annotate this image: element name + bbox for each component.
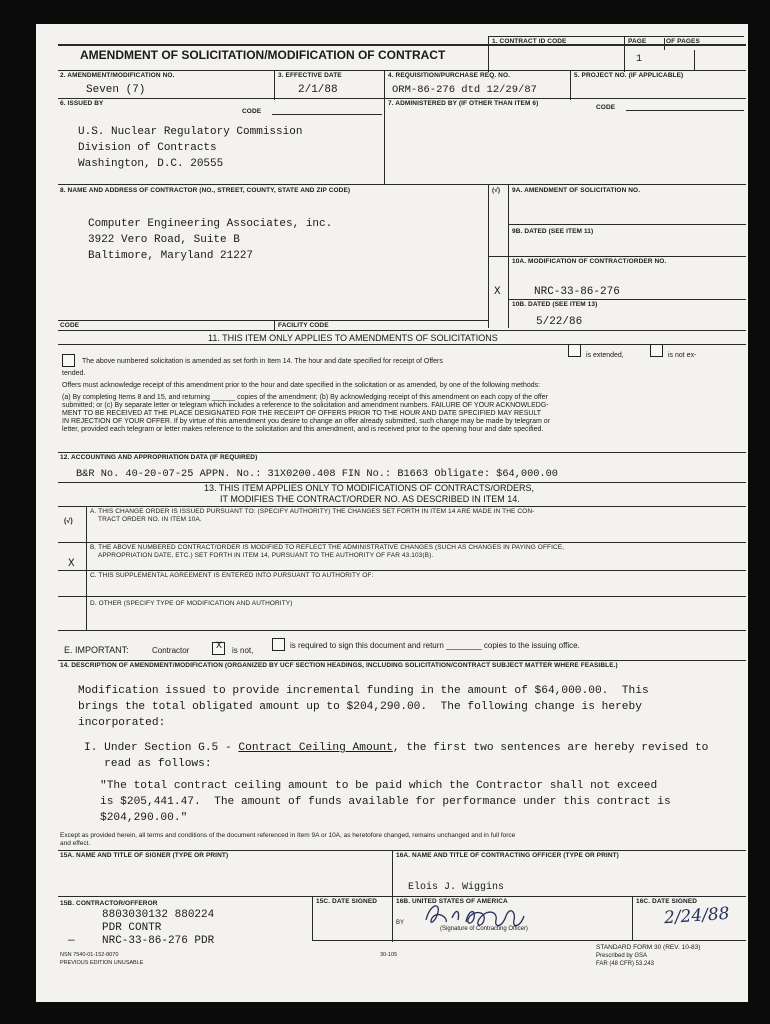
item-11-tended: tended.: [62, 370, 86, 377]
requisition-label: 4. REQUISITION/PURCHASE REQ. NO.: [388, 72, 511, 79]
is-not-label: is not,: [232, 646, 254, 655]
issuer-line-3: Washington, D.C. 20555: [78, 158, 224, 170]
item-13a-line-2: TRACT ORDER NO. IN ITEM 10A.: [98, 516, 202, 523]
signature-caption: (Signature of Contracting Officer): [440, 926, 528, 932]
item-16a-label: 16A. NAME AND TITLE OF CONTRACTING OFFICER (TYPE OR PRINT): [396, 852, 619, 859]
extended-checkbox[interactable]: [568, 344, 581, 357]
contract-number-value: NRC-33-86-276: [534, 286, 620, 298]
nsn-line-2: PREVIOUS EDITION UNUSABLE: [60, 960, 144, 966]
nsn-line-1: NSN 7540-01-152-8070: [60, 952, 119, 958]
issuer-line-2: Division of Contracts: [78, 142, 217, 154]
item-9b-label: 9B. DATED (SEE ITEM 11): [512, 228, 594, 235]
issuer-line-1: U.S. Nuclear Regulatory Commission: [78, 126, 303, 138]
std-form-line-3: FAR (48 CFR) 53.243: [596, 961, 655, 967]
important-label: E. IMPORTANT:: [64, 645, 129, 655]
item-15b-label: 15B. CONTRACTOR/OFFEROR: [60, 900, 158, 907]
amendment-no-value: Seven (7): [86, 84, 146, 96]
item-13b-check-mark: X: [68, 558, 75, 570]
stamp-line-3: NRC-33-86-276 PDR: [102, 935, 215, 947]
item-11-title: 11. THIS ITEM ONLY APPLIES TO AMENDMENTS OF SOLICITATIONS: [208, 333, 498, 343]
item-14-para-1-line-2: brings the total obligated amount up to $204,290.00. The following change is hereby: [78, 701, 642, 713]
amendment-form-page: [36, 24, 748, 1002]
item-15c-label: 15C. DATE SIGNED: [316, 898, 378, 905]
contractor-line-2: 3922 Vero Road, Suite B: [88, 234, 240, 246]
contracting-officer-name: Elois J. Wiggins: [408, 882, 505, 893]
date-signed-handwritten: 2/24/88: [663, 903, 731, 929]
accounting-data-value: B&R No. 40-20-07-25 APPN. No.: 31X0200.408 FIN No.: B1663 Obligate: $64,000.00: [76, 468, 558, 480]
item-11-para-3: MENT TO BE RECEIVED AT THE PLACE DESIGNATED FOR THE RECEIPT OF OFFERS PRIOR TO THE HOUR AND DATE SPECIFIED MAY RESULT: [62, 410, 542, 417]
except-line-2: and effect.: [60, 840, 91, 847]
contract-date-value: 5/22/86: [536, 316, 583, 328]
item-13d-label: D. OTHER (SPECIFY TYPE OF MODIFICATION AND AUTHORITY): [90, 600, 293, 607]
solicitation-amended-checkbox[interactable]: [62, 354, 75, 367]
change-prefix: I. Under Section G.5 -: [84, 742, 239, 754]
except-line-1: Except as provided herein, all terms and conditions of the document referenced in Item 9A or 10A, as heretofore changed, remains unchanged and in full force: [60, 832, 516, 839]
amendment-no-label: 2. AMENDMENT/MODIFICATION NO.: [60, 72, 175, 79]
page-number: 1: [636, 54, 643, 65]
check-column-label: (√): [492, 187, 501, 194]
item-13c-label: C. THIS SUPPLEMENTAL AGREEMENT IS ENTERED INTO PURSUANT TO AUTHORITY OF:: [90, 572, 374, 579]
item-13b-line-2: APPROPRIATION DATE, ETC.) SET FORTH IN ITEM 14, PURSUANT TO THE AUTHORITY OF FAR 43.103(B).: [98, 552, 434, 559]
page-label: PAGE: [628, 38, 647, 45]
issued-by-code-label: CODE: [242, 108, 262, 115]
std-form-line-2: Prescribed by GSA: [596, 953, 648, 959]
administered-code-label: CODE: [596, 104, 616, 111]
contractor-line-3: Baltimore, Maryland 21227: [88, 250, 254, 262]
item-14-quote-line-3: $204,290.00.": [100, 812, 188, 824]
std-form-line-1: STANDARD FORM 30 (REV. 10-83): [596, 944, 701, 951]
project-no-label: 5. PROJECT NO. (IF APPLICABLE): [574, 72, 684, 79]
center-form-code: 30-105: [380, 952, 398, 958]
stamp-line-1: 8803030132 880224: [102, 909, 215, 921]
item-10a-label: 10A. MODIFICATION OF CONTRACT/ORDER NO.: [512, 258, 667, 265]
item-10a-check-mark: X: [494, 286, 501, 298]
item-9a-label: 9A. AMENDMENT OF SOLICITATION NO.: [512, 187, 641, 194]
extended-label: is extended,: [586, 352, 624, 359]
is-not-check-mark: X: [216, 641, 223, 652]
administered-by-label: 7. ADMINISTERED BY (IF OTHER THAN ITEM 6): [388, 100, 539, 107]
contract-id-label: 1. CONTRACT ID CODE: [492, 38, 567, 45]
item-14-change-line-2: read as follows:: [84, 758, 212, 770]
contractor-label: 8. NAME AND ADDRESS OF CONTRACTOR (NO., STREET, COUNTY, STATE AND ZIP CODE): [60, 187, 351, 194]
facility-code-label: FACILITY CODE: [278, 322, 329, 329]
of-pages-label: OF PAGES: [666, 38, 700, 45]
item-11-line-1: The above numbered solicitation is amended as set forth in Item 14. The hour and date specified for receipt of Offers: [82, 358, 443, 365]
item-11-para-5: letter, provided each telegram or letter makes reference to the solicitation and this amendment, and is received prior to the opening hour and date specified.: [62, 426, 544, 433]
is-required-checkbox[interactable]: [272, 638, 285, 651]
item-14-quote-line-2: is $205,441.47. The amount of funds available for performance under this contract is: [100, 796, 671, 808]
contractor-line-1: Computer Engineering Associates, inc.: [88, 218, 333, 230]
item-11-para-4: IN REJECTION OF YOUR OFFER. If by virtue of this amendment you desire to change an offer already submitted, such change may be made by telegram or: [62, 418, 551, 425]
stamp-dash: —: [68, 935, 75, 947]
item-12-label: 12. ACCOUNTING AND APPROPRIATION DATA (IF REQUIRED): [60, 454, 258, 461]
item-11-para-1: (a) By completing Items 8 and 15, and returning ______ copies of the amendment; (b) By acknowledging receipt of this amendment on each copy of the offer: [62, 394, 548, 401]
item-16b-label: 16B. UNITED STATES OF AMERICA: [396, 898, 508, 905]
is-required-label: is required to sign this document and return ________ copies to the issuing office.: [290, 641, 580, 650]
item-14-change-line-1: [84, 740, 708, 756]
item-13-title-2: IT MODIFIES THE CONTRACT/ORDER NO. AS DESCRIBED IN ITEM 14.: [220, 494, 520, 504]
change-suffix: , the first two sentences are hereby revised to: [392, 742, 709, 754]
item-15a-label: 15A. NAME AND TITLE OF SIGNER (TYPE OR PRINT): [60, 852, 229, 859]
not-extended-label: is not ex-: [668, 352, 697, 359]
item-11-para-2: submitted; or (c) By separate letter or telegram which includes a reference to the solicitation and amendment numbers. FAILURE OF YOUR ACKNOWLEDG-: [62, 402, 549, 409]
form-title: AMENDMENT OF SOLICITATION/MODIFICATION OF CONTRACT: [80, 48, 446, 62]
effective-date-label: 3. EFFECTIVE DATE: [278, 72, 342, 79]
contractor-code-label: CODE: [60, 322, 80, 329]
item-14-para-1-line-1: Modification issued to provide incremental funding in the amount of $64,000.00. This: [78, 685, 649, 697]
by-label: BY: [396, 920, 405, 926]
item-14-quote-line-1: "The total contract ceiling amount to be paid which the Contractor shall not exceed: [100, 780, 658, 792]
item-13-check-header: (√): [64, 518, 73, 525]
item-16c-label: 16C. DATE SIGNED: [636, 898, 698, 905]
requisition-value: ORM-86-276 dtd 12/29/87: [392, 84, 537, 96]
issued-by-label: 6. ISSUED BY: [60, 100, 104, 107]
contract-ceiling-heading: Contract Ceiling Amount: [238, 742, 393, 754]
item-13-title-1: 13. THIS ITEM APPLIES ONLY TO MODIFICATIONS OF CONTRACTS/ORDERS,: [204, 483, 535, 493]
item-14-para-1-line-3: incorporated:: [78, 717, 166, 729]
item-13b-line-1: B. THE ABOVE NUMBERED CONTRACT/ORDER IS MODIFIED TO REFLECT THE ADMINISTRATIVE CHANGES (SUCH AS CHANGES IN PAYING OFFICE,: [90, 544, 565, 551]
item-10b-label: 10B. DATED (SEE ITEM 13): [512, 301, 598, 308]
not-extended-checkbox[interactable]: [650, 344, 663, 357]
important-contractor: Contractor: [152, 646, 190, 655]
item-11-line-2: Offers must acknowledge receipt of this amendment prior to the hour and date specified in the solicitation or as amended, by one of the following methods:: [62, 382, 541, 389]
effective-date-value: 2/1/88: [298, 84, 338, 96]
item-13a-line-1: A. THIS CHANGE ORDER IS ISSUED PURSUANT TO: (SPECIFY AUTHORITY) THE CHANGES SET FORTH IN ITEM 14 ARE MADE IN THE CON-: [90, 508, 535, 515]
stamp-line-2: PDR CONTR: [102, 922, 162, 934]
item-14-label: 14. DESCRIPTION OF AMENDMENT/MODIFICATION (ORGANIZED BY UCF SECTION HEADINGS, INCLUDING SOLICITATION/CONTRACT SUBJECT MATTER WHERE FEASIBLE.): [60, 662, 618, 669]
